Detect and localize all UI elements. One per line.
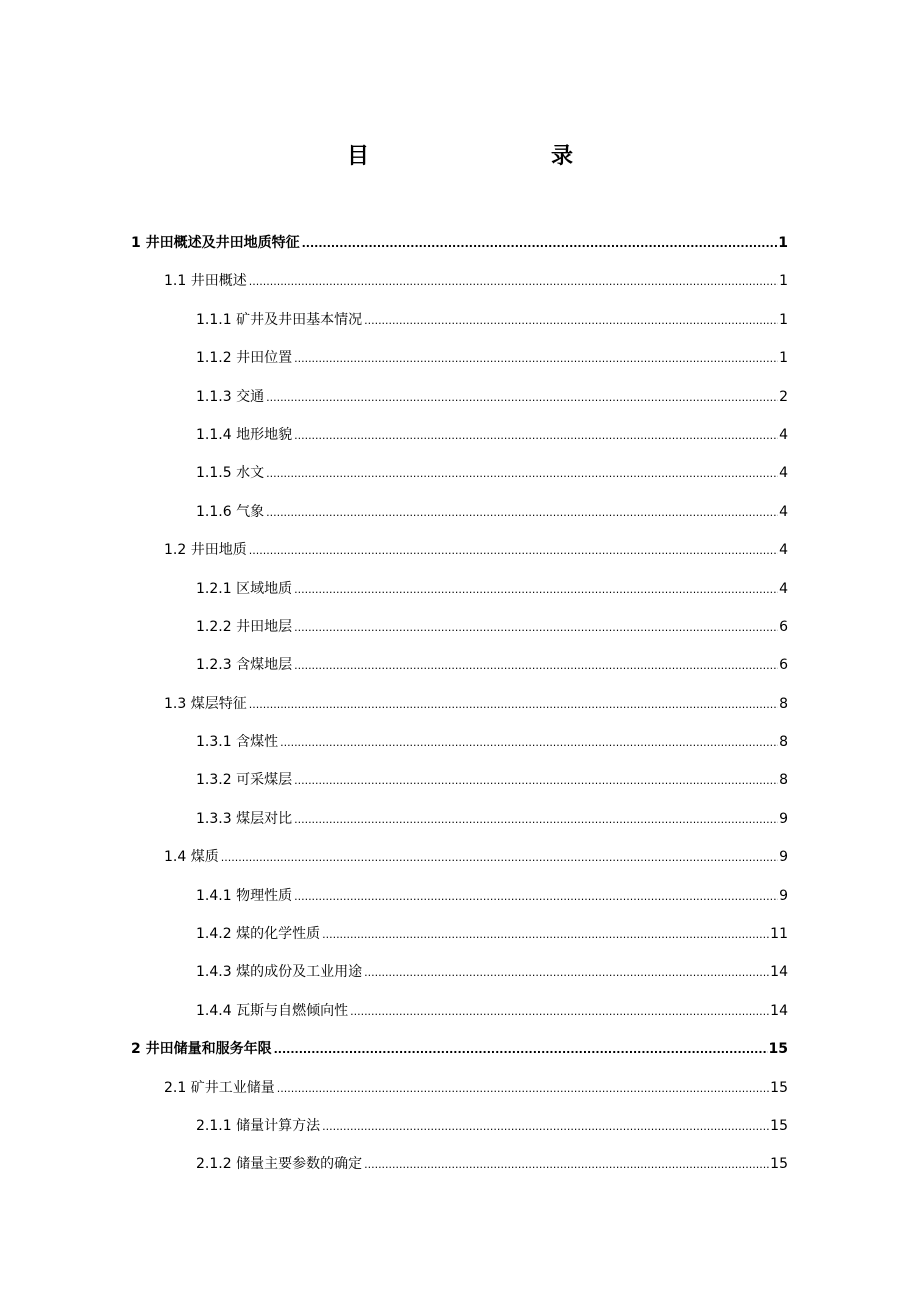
toc-entry[interactable] xyxy=(0,838,920,876)
toc-page-number: 6 xyxy=(779,657,788,674)
toc-page-number: 6 xyxy=(779,618,788,635)
toc-dot-leader xyxy=(364,302,778,340)
toc-entry-label: 1.2.3 含煤地层 xyxy=(196,657,293,674)
toc-entry-label: 1.1.3 交通 xyxy=(196,388,265,405)
toc-entry[interactable] xyxy=(0,416,920,454)
toc-entry[interactable] xyxy=(0,339,920,377)
toc-page-number: 14 xyxy=(770,1002,788,1019)
toc-entry-label: 1.3 煤层特征 xyxy=(164,695,247,712)
toc-entry-label: 1 井田概述及井田地质特征 xyxy=(131,235,300,251)
toc-entry-label: 1.4 煤质 xyxy=(164,849,219,866)
toc-entry[interactable] xyxy=(0,800,920,838)
toc-dot-leader xyxy=(322,916,769,954)
toc-entry[interactable] xyxy=(0,301,920,339)
toc-dot-leader xyxy=(249,532,778,570)
toc-page-number: 1 xyxy=(778,235,788,251)
toc-dot-leader xyxy=(294,878,778,916)
toc-dot-leader xyxy=(294,801,778,839)
toc-dot-leader xyxy=(280,724,778,762)
toc-dot-leader xyxy=(266,455,778,493)
toc-entry[interactable] xyxy=(0,378,920,416)
toc-entry-label: 1.1.4 地形地貌 xyxy=(196,426,293,443)
toc-dot-leader xyxy=(322,1108,769,1146)
toc-dot-leader xyxy=(294,647,778,685)
toc-entry-label: 1.3.1 含煤性 xyxy=(196,734,279,751)
toc-entry-label: 2.1.1 储量计算方法 xyxy=(196,1117,321,1134)
toc-entry-label: 1.4.2 煤的化学性质 xyxy=(196,926,321,943)
toc-dot-leader xyxy=(294,340,778,378)
toc-entry-label: 1.4.3 煤的成份及工业用途 xyxy=(196,964,363,981)
toc-entry-label: 2.1 矿井工业储量 xyxy=(164,1079,275,1096)
toc-page-number: 1 xyxy=(779,350,788,367)
toc-entry-label: 1.4.4 瓦斯与自燃倾向性 xyxy=(196,1002,349,1019)
toc-entry[interactable] xyxy=(0,1069,920,1107)
toc-page-number: 15 xyxy=(768,1041,788,1058)
toc-page-number: 4 xyxy=(779,426,788,443)
toc-dot-leader xyxy=(350,993,769,1031)
toc-page-number: 4 xyxy=(779,542,788,559)
toc-page-number: 9 xyxy=(779,810,788,827)
toc-entry[interactable] xyxy=(0,493,920,531)
toc-entry-label: 1.1.1 矿井及井田基本情况 xyxy=(196,311,363,328)
toc-entry-label: 1.2.1 区域地质 xyxy=(196,580,293,597)
toc-entry-label: 1.1.2 井田位置 xyxy=(196,350,293,367)
toc-entry-label: 2 井田储量和服务年限 xyxy=(131,1041,272,1058)
toc-page-number: 4 xyxy=(779,503,788,520)
toc-title: 目 录 xyxy=(346,144,619,169)
toc-entry-label: 1.1.5 水文 xyxy=(196,465,265,482)
toc-entry[interactable] xyxy=(0,761,920,799)
toc-entry[interactable] xyxy=(0,877,920,915)
toc-page-number: 8 xyxy=(779,734,788,751)
toc-page-number: 15 xyxy=(770,1117,788,1134)
toc-dot-leader xyxy=(249,263,778,301)
toc-dot-leader xyxy=(249,686,778,724)
toc-entry-label: 1.4.1 物理性质 xyxy=(196,887,293,904)
toc-page-number: 9 xyxy=(779,849,788,866)
toc-page-number: 1 xyxy=(779,273,788,290)
toc-entry[interactable] xyxy=(0,262,920,300)
toc-page-number: 1 xyxy=(779,311,788,328)
toc-dot-leader xyxy=(221,839,778,877)
toc-entry[interactable] xyxy=(0,570,920,608)
toc-entry[interactable] xyxy=(0,531,920,569)
toc-entry[interactable] xyxy=(0,1030,920,1068)
toc-entry-label: 1.1 井田概述 xyxy=(164,273,247,290)
toc-entry-label: 2.1.2 储量主要参数的确定 xyxy=(196,1156,363,1173)
toc-dot-leader xyxy=(277,1070,769,1108)
toc-page-number: 9 xyxy=(779,887,788,904)
toc-page-number: 15 xyxy=(770,1079,788,1096)
toc-entry[interactable] xyxy=(0,915,920,953)
toc-entry[interactable] xyxy=(0,1145,920,1183)
toc-page-number: 8 xyxy=(779,772,788,789)
toc-entry-label: 1.3.3 煤层对比 xyxy=(196,810,293,827)
toc-entry[interactable] xyxy=(0,1107,920,1145)
toc-page-number: 4 xyxy=(779,580,788,597)
toc-entry[interactable] xyxy=(0,646,920,684)
toc-dot-leader xyxy=(294,417,778,455)
toc-dot-leader xyxy=(274,1031,768,1069)
toc-page-number: 14 xyxy=(770,964,788,981)
toc-dot-leader xyxy=(266,379,778,417)
toc-dot-leader xyxy=(294,762,778,800)
toc-entry[interactable] xyxy=(0,685,920,723)
table-of-contents xyxy=(0,224,920,1184)
toc-entry-label: 1.2.2 井田地层 xyxy=(196,618,293,635)
toc-entry[interactable] xyxy=(0,992,920,1030)
toc-page-number: 11 xyxy=(770,926,788,943)
toc-dot-leader xyxy=(294,609,778,647)
toc-page-number: 4 xyxy=(779,465,788,482)
toc-entry-label: 1.1.6 气象 xyxy=(196,503,265,520)
toc-entry[interactable] xyxy=(0,608,920,646)
toc-entry[interactable] xyxy=(0,723,920,761)
toc-entry-label: 1.3.2 可采煤层 xyxy=(196,772,293,789)
toc-dot-leader xyxy=(266,494,778,532)
toc-page-number: 2 xyxy=(779,388,788,405)
toc-entry-label: 1.2 井田地质 xyxy=(164,542,247,559)
toc-entry[interactable] xyxy=(0,454,920,492)
toc-dot-leader xyxy=(302,225,778,263)
toc-entry[interactable] xyxy=(0,953,920,991)
toc-dot-leader xyxy=(364,1146,769,1184)
toc-page-number: 8 xyxy=(779,695,788,712)
toc-dot-leader xyxy=(364,954,769,992)
toc-page-number: 15 xyxy=(770,1156,788,1173)
toc-entry[interactable] xyxy=(0,224,920,262)
toc-dot-leader xyxy=(294,571,778,609)
